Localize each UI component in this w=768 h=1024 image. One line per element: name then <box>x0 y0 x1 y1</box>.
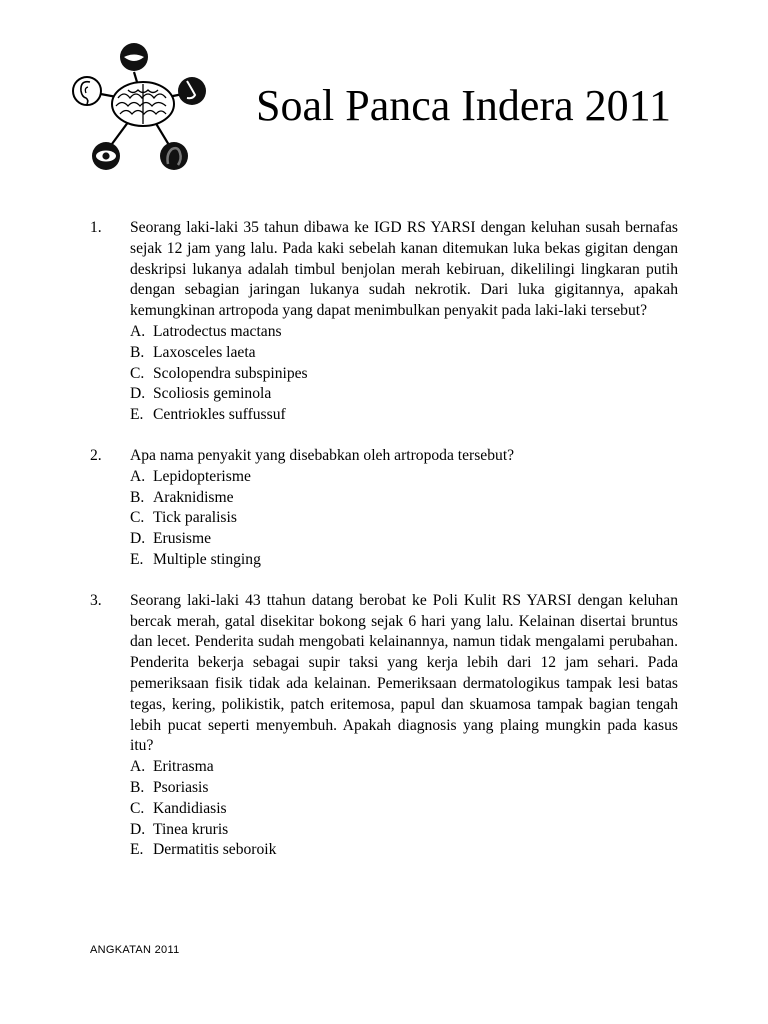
question-list <box>90 218 678 881</box>
option-text: Scolopendra subspinipes <box>153 364 308 382</box>
option-text: Multiple stinging <box>153 550 261 568</box>
option-letter: B. <box>130 778 145 796</box>
option-letter: A. <box>130 467 146 485</box>
answer-options <box>130 322 678 426</box>
option-text: Eritrasma <box>153 758 214 776</box>
option-letter: C. <box>130 509 145 527</box>
question-1 <box>90 218 678 426</box>
answer-option-d <box>130 529 678 550</box>
answer-option-b <box>130 778 678 799</box>
option-letter: B. <box>130 488 145 506</box>
option-letter: C. <box>130 364 145 382</box>
question-3 <box>90 591 678 861</box>
option-text: Tick paralisis <box>153 509 237 527</box>
answer-option-b <box>130 488 678 509</box>
option-text: Kandidiasis <box>153 799 227 817</box>
page-title: Soal Panca Indera 2011 <box>256 81 672 130</box>
question-text: Seorang laki-laki 35 tahun dibawa ke IGD RS YARSI dengan keluhan susah bernafas sejak 12 jam yang lalu. Pada kaki sebelah kanan ditemukan luka bekas gigitan dengan deskripsi lukanya adalah timbul benjolan merah kebiruan, dikelilingi lingkaran putih dengan sebagian jaringan lukanya sudah nekrotik. Dari luka gigitannya, apakah kemungkinan artropoda yang dapat menimbulkan penyakit pada laki-laki tersebut? <box>130 219 678 320</box>
option-text: Centriokles suffussuf <box>153 406 286 424</box>
question-number: 1. <box>90 219 102 236</box>
question-text: Apa nama penyakit yang disebabkan oleh artropoda tersebut? <box>130 446 515 464</box>
answer-option-c <box>130 364 678 385</box>
option-letter: A. <box>130 322 146 340</box>
option-letter: D. <box>130 385 146 403</box>
option-text: Latrodectus mactans <box>153 322 282 340</box>
question-number: 2. <box>90 446 102 464</box>
answer-option-c <box>130 799 678 820</box>
answer-option-e <box>130 840 678 861</box>
answer-option-c <box>130 508 678 529</box>
option-text: Lepidopterisme <box>153 467 251 485</box>
answer-option-d <box>130 820 678 841</box>
option-letter: E. <box>130 841 144 859</box>
option-letter: E. <box>130 550 144 568</box>
option-letter: A. <box>130 758 146 776</box>
question-text: Seorang laki-laki 43 ttahun datang berobat ke Poli Kulit RS YARSI dengan keluhan bercak merah, gatal disekitar bokong sejak 6 hari yang lalu. Kelainan disertai bruntus dan lecet. Penderita sudah mengobati kelainannya, namun tidak mengalami perubahan. Penderita bekerja sebagai supir taksi yang kerja lebih dari 12 jam sehari. Pada pemeriksaan fisik tidak ada kelainan. Pemeriksaan dermatologikus tampak lesi batas tegas, kering, polikistik, patch eritemosa, papul dan skuamosa tampak bagian tengah lebih pucat seperti menyembuh. Apakah diagnosis yang plaing mungkin pada kasus itu? <box>130 591 678 755</box>
answer-options <box>130 467 678 571</box>
option-text: Araknidisme <box>153 488 234 506</box>
answer-option-a <box>130 467 678 488</box>
option-letter: B. <box>130 343 145 361</box>
answer-option-a <box>130 322 678 343</box>
option-text: Dermatitis seboroik <box>153 841 277 859</box>
option-letter: D. <box>130 530 146 548</box>
question-number: 3. <box>90 591 102 609</box>
answer-option-d <box>130 384 678 405</box>
option-letter: D. <box>130 820 146 838</box>
question-2 <box>90 446 678 571</box>
answer-option-a <box>130 757 678 778</box>
five-senses-brain-icon <box>68 40 218 176</box>
option-text: Tinea kruris <box>153 820 229 838</box>
option-letter: E. <box>130 406 144 424</box>
option-text: Laxosceles laeta <box>153 343 256 361</box>
footer-label: ANGKATAN 2011 <box>90 944 180 956</box>
answer-options <box>130 757 678 861</box>
option-text: Erusisme <box>153 530 212 548</box>
option-letter: C. <box>130 799 145 817</box>
option-text: Scoliosis geminola <box>153 385 272 403</box>
answer-option-e <box>130 550 678 571</box>
answer-option-e <box>130 405 678 426</box>
option-text: Psoriasis <box>153 778 209 796</box>
answer-option-b <box>130 343 678 364</box>
